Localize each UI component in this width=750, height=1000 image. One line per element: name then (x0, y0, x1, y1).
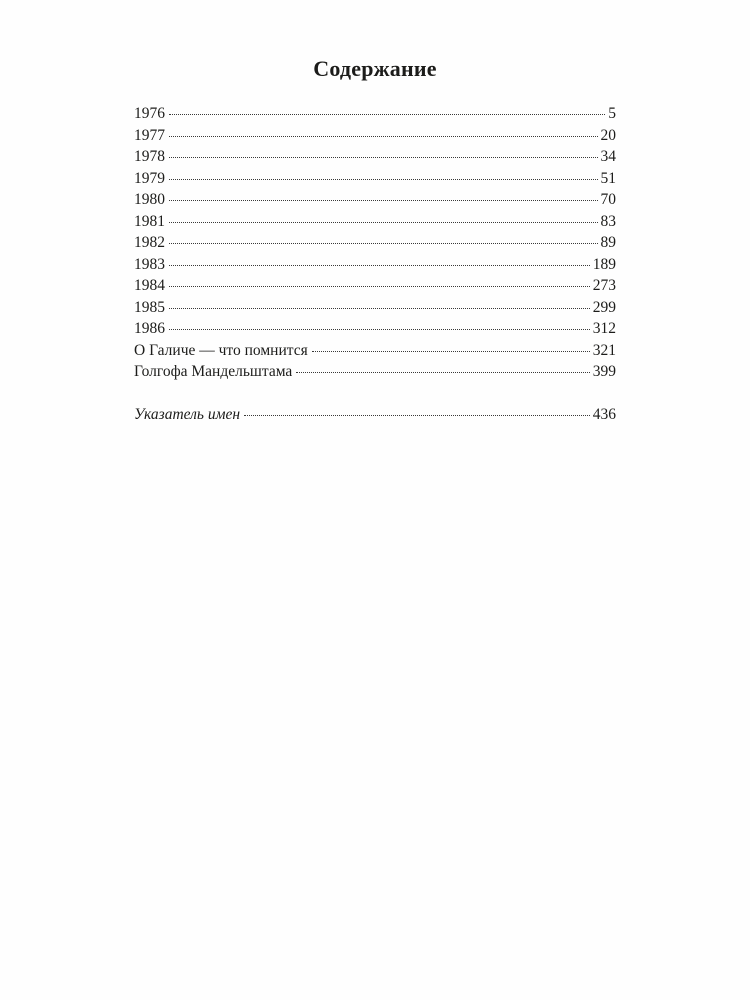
dot-leader (169, 329, 590, 330)
toc-entry-label: 1977 (134, 126, 165, 144)
dot-leader (169, 308, 590, 309)
toc-entry[interactable] (134, 275, 616, 297)
toc-index-label: Указатель имен (134, 405, 241, 423)
dot-leader (169, 265, 590, 266)
toc-entry-page: 51 (600, 169, 616, 187)
toc-entry-page: 5 (608, 105, 616, 122)
toc-index-entry[interactable] (134, 404, 616, 426)
toc-entry-label: 1978 (134, 148, 165, 165)
toc-entry-label: 1985 (134, 298, 165, 316)
toc-entry-page: 273 (592, 277, 616, 294)
toc-entry-label: 1982 (134, 234, 165, 251)
toc-entry-label: 1976 (134, 105, 165, 122)
toc-entry-page: 20 (600, 126, 616, 144)
toc-entry-page: 189 (592, 255, 616, 273)
toc-entry-label: 1979 (134, 169, 165, 187)
toc-entry[interactable] (134, 125, 616, 147)
toc-entry-page: 399 (592, 363, 616, 380)
toc-entry-label: 1983 (134, 255, 165, 273)
toc-entry-page: 34 (600, 148, 616, 165)
toc-entry[interactable] (134, 361, 616, 383)
toc-entry[interactable] (134, 297, 616, 319)
toc-entry-page: 70 (600, 191, 616, 208)
dot-leader (169, 136, 598, 137)
toc-entry[interactable] (134, 146, 616, 168)
table-of-contents (134, 103, 616, 425)
dot-leader (296, 372, 589, 373)
dot-leader (169, 222, 598, 223)
toc-entry-page: 83 (600, 212, 616, 230)
dot-leader (244, 415, 590, 416)
toc-index-page: 436 (592, 405, 616, 423)
toc-entry-label: 1984 (134, 277, 165, 294)
toc-entry-page: 299 (592, 298, 616, 316)
dot-leader (169, 157, 598, 158)
toc-entry-label: 1986 (134, 320, 165, 337)
toc-entry[interactable] (134, 340, 616, 362)
toc-entry[interactable] (134, 168, 616, 190)
toc-entry[interactable] (134, 232, 616, 254)
toc-entry-label: О Галиче — что помнится (134, 341, 308, 359)
page-title: Содержание (313, 56, 437, 81)
toc-entry-label: 1980 (134, 191, 165, 208)
dot-leader (169, 179, 598, 180)
toc-entry[interactable] (134, 189, 616, 211)
toc-entry[interactable] (134, 211, 616, 233)
toc-entry-page: 312 (592, 320, 616, 337)
toc-entry-label: 1981 (134, 212, 165, 230)
toc-entry[interactable] (134, 318, 616, 340)
toc-entry[interactable] (134, 254, 616, 276)
toc-entry-page: 321 (592, 341, 616, 359)
toc-entry[interactable] (134, 103, 616, 125)
dot-leader (169, 286, 590, 287)
dot-leader (169, 243, 598, 244)
dot-leader (169, 200, 598, 201)
toc-entry-page: 89 (600, 234, 616, 251)
toc-entry-label: Голгофа Мандельштама (134, 363, 293, 380)
dot-leader (169, 114, 605, 115)
dot-leader (312, 351, 590, 352)
